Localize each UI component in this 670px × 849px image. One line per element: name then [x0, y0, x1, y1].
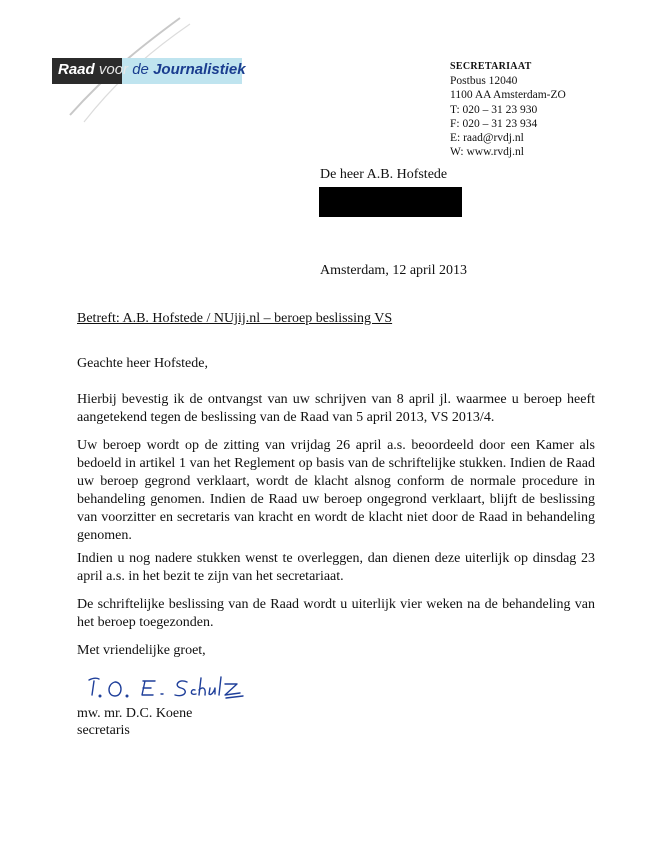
recipient-name: De heer A.B. Hofstede	[320, 167, 448, 182]
signer-role: secretaris	[77, 723, 130, 738]
email-line: E: raad@rvdj.nl	[450, 132, 524, 145]
sender-address-block	[450, 60, 566, 159]
handwritten-signature	[85, 668, 260, 702]
fax-line: F: 020 – 31 23 934	[450, 117, 538, 130]
body-paragraph-3: Indien u nog nadere stukken wenst te overleggen, dan dienen deze uiterlijk op dinsdag 23 april a.s. in het bezit te zijn van het secretariaat.	[77, 551, 595, 584]
signer-block	[77, 705, 192, 739]
city-line: 1100 AA Amsterdam-ZO	[450, 89, 566, 102]
postbus-line: Postbus 12040	[450, 75, 518, 88]
body-paragraph-4: De schriftelijke beslissing van de Raad wordt u uiterlijk vier weken na de behandeling van het beroep toegezonden.	[77, 597, 595, 630]
signer-name: mw. mr. D.C. Koene	[77, 706, 193, 721]
logo-wordmark	[58, 61, 246, 78]
redacted-address-block	[319, 187, 462, 217]
secretariaat-heading: SECRETARIAAT	[450, 61, 532, 72]
logo-word-de: de	[132, 61, 149, 78]
logo-word-voor: voor	[98, 61, 129, 78]
logo-word-journalistiek: Journalistiek	[153, 61, 246, 78]
closing: Met vriendelijke groet,	[77, 643, 206, 658]
phone-line: T: 020 – 31 23 930	[450, 103, 538, 116]
logo	[52, 58, 246, 84]
body-paragraph-1: Hierbij bevestig ik de ontvangst van uw schrijven van 8 april jl. waarmee u beroep heeft aangetekend tegen de beslissing van de Raad van 5 april 2013, VS 2013/4.	[77, 392, 595, 425]
website-line: W: www.rvdj.nl	[450, 146, 524, 159]
subject-line: Betreft: A.B. Hofstede / NUjij.nl – beroep beslissing VS	[77, 311, 393, 326]
letter-date: Amsterdam, 12 april 2013	[320, 263, 467, 278]
body-paragraph-2: Uw beroep wordt op de zitting van vrijdag 26 april a.s. beoordeeld door een Kamer als bedoeld in artikel 1 van het Reglement op basis van de schriftelijke stukken. Indien de Raad uw beroep gegrond verklaart, wordt de klacht alsnog conform de normale procedure in behandeling genomen. Indien de Raad uw beroep ongegrond verklaart, blijft de beslissing van voorzitter en secretaris van kracht en wordt de klacht niet door de Raad in behandeling genomen.	[77, 438, 595, 543]
salutation: Geachte heer Hofstede,	[77, 356, 208, 371]
logo-word-raad: Raad	[58, 61, 95, 78]
